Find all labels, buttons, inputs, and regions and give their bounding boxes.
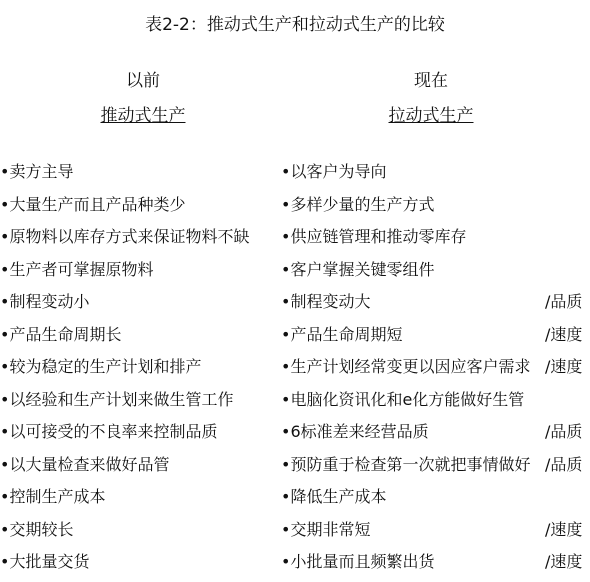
item-text: •降低生产成本	[281, 487, 387, 506]
item-tag: /速度	[545, 519, 583, 539]
list-item: •控制生产成本	[0, 487, 106, 506]
list-item: •大批量交货	[0, 552, 90, 571]
list-item: •以大量检查来做好品管	[0, 454, 170, 474]
list-item: •产品生命周期长	[0, 324, 122, 344]
item-text: •小批量而且频繁出货	[281, 552, 435, 571]
list-item: •卖方主导	[0, 162, 74, 181]
right-column-header	[356, 66, 506, 126]
item-tag: /品质	[545, 292, 583, 311]
list-item	[281, 419, 586, 452]
left-column-header	[68, 66, 218, 126]
list-item: •生产者可掌握原物料	[0, 259, 154, 279]
list-item: •以可接受的不良率来控制品质	[0, 422, 218, 441]
list-item	[281, 354, 586, 387]
item-text: •以客户为导向	[281, 162, 387, 181]
item-tag: /品质	[545, 422, 583, 441]
item-text: •交期非常短	[281, 519, 371, 539]
item-text: •制程变动大	[281, 292, 371, 311]
item-text: •供应链管理和推动零库存	[281, 227, 467, 246]
list-item	[281, 387, 586, 420]
list-item: •制程变动小	[0, 292, 90, 311]
list-item	[281, 322, 586, 355]
list-item	[281, 289, 586, 322]
item-text: •产品生命周期短	[281, 324, 403, 344]
item-tag: /速度	[545, 324, 583, 344]
item-tag: /速度	[545, 357, 583, 376]
list-item	[281, 517, 586, 550]
left-heading: 以前	[126, 71, 160, 91]
item-text: •客户掌握关键零组件	[281, 259, 435, 279]
right-subheading: 拉动式生产	[388, 106, 474, 126]
list-item	[281, 192, 586, 225]
item-text: •生产计划经常变更以因应客户需求	[281, 357, 531, 376]
list-item	[281, 224, 586, 257]
list-item: •较为稳定的生产计划和排产	[0, 357, 202, 376]
list-item	[281, 549, 586, 582]
left-subheading: 推动式生产	[100, 106, 186, 126]
right-heading: 现在	[414, 71, 448, 91]
item-tag: /速度	[545, 552, 583, 571]
push-production-list	[0, 159, 270, 582]
list-item: •以经验和生产计划来做生管工作	[0, 389, 234, 409]
pull-production-list	[281, 159, 586, 582]
list-item	[281, 452, 586, 485]
list-item	[281, 257, 586, 290]
list-item	[281, 484, 586, 517]
list-item	[281, 159, 586, 192]
table-title: 表2-2：推动式生产和拉动式生产的比较	[145, 15, 445, 35]
item-text: •预防重于检查第一次就把事情做好	[281, 454, 531, 474]
list-item: •交期较长	[0, 519, 74, 539]
item-text: •6标准差来经营品质	[281, 422, 429, 441]
list-item: •大量生产而且产品种类少	[0, 194, 186, 214]
item-text: •多样少量的生产方式	[281, 194, 435, 214]
item-text: •电脑化资讯化和e化方能做好生管	[281, 389, 525, 409]
item-tag: /品质	[545, 454, 583, 474]
list-item: •原物料以库存方式来保证物料不缺	[0, 227, 250, 246]
